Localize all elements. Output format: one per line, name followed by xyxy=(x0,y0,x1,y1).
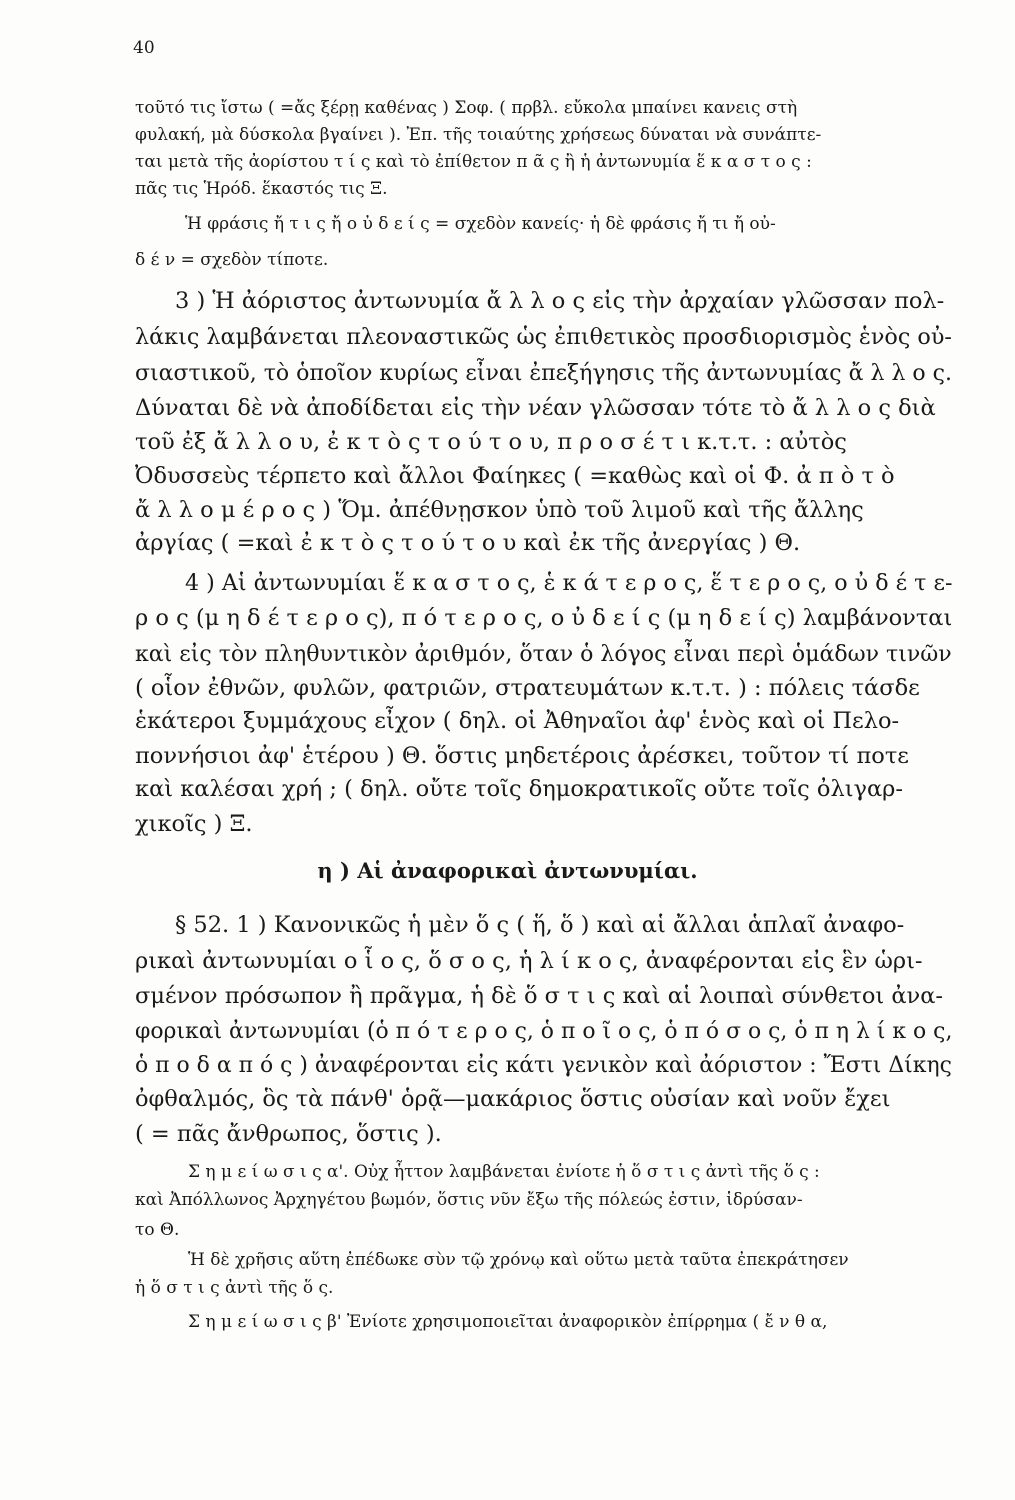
text-line: Ἡ δὲ χρῆσις αὕτη ἐπέδωκε σὺν τῷ χρόνῳ καὶ οὕτω μετὰ ταῦτα ἐπεκράτησεν xyxy=(188,1250,849,1270)
text-line: 3 ) Ἡ ἀόριστος ἀντωνυμία ἄ λ λ ο ς εἰς τὴν ἀρχαίαν γλῶσσαν πολ- xyxy=(175,288,945,314)
text-line: τοῦ ἐξ ἄ λ λ ο υ, ἐ κ τ ὸ ς τ ο ύ τ ο υ, π ρ ο σ έ τ ι κ.τ.τ. : αὐτὸς xyxy=(135,429,847,455)
text-line: § 52. 1 ) Κανονικῶς ἡ μὲν ὅ ς ( ἥ, ὅ ) καὶ αἱ ἄλλαι ἁπλαῖ ἀναφο- xyxy=(175,912,905,938)
text-line: τοῦτό τις ἴστω ( =ἄς ξέρῃ καθένας ) Σοφ. ( πρβλ. εὔκολα μπαίνει κανεις στὴ xyxy=(135,98,798,118)
text-line: ( οἷον ἐθνῶν, φυλῶν, φατριῶν, στρατευμάτων κ.τ.τ. ) : πόλεις τάσδε xyxy=(135,675,920,701)
text-line: Σ η μ ε ί ω σ ι ς β' Ἐνίοτε χρησιμοποιεῖται ἀναφορικὸν ἐπίρρημα ( ἔ ν θ α, xyxy=(188,1312,828,1332)
text-line: φορικαὶ ἀντωνυμίαι (ὁ π ό τ ε ρ ο ς, ὁ π ο ῖ ο ς, ὁ π ό σ ο ς, ὁ π η λ ί κ ο ς, xyxy=(135,1018,953,1044)
text-line: χικοῖς ) Ξ. xyxy=(135,811,253,837)
text-line: ἡ ὅ σ τ ι ς ἀντὶ τῆς ὅ ς. xyxy=(135,1278,334,1298)
text-line: Ἡ φράσις ἤ τ ι ς ἤ ο ὐ δ ε ί ς = σχεδὸν κανείς· ἡ δὲ φράσις ἤ τι ἤ οὐ- xyxy=(185,214,776,234)
text-line: ρικαὶ ἀντωνυμίαι ο ἷ ο ς, ὅ σ ο ς, ἡ λ ί κ ο ς, ἀναφέρονται εἰς ἓν ὡρι- xyxy=(135,948,923,974)
text-line: σιαστικοῦ, τὸ ὁποῖον κυρίως εἶναι ἐπεξήγησις τῆς ἀντωνυμίας ἄ λ λ ο ς. xyxy=(135,360,952,386)
text-line: Ὀδυσσεὺς τέρπετο καὶ ἄλλοι Φαίηκες ( =καθὼς καὶ οἱ Φ. ἀ π ὸ τ ὸ xyxy=(135,463,895,489)
text-line: σμένον πρόσωπον ἢ πρᾶγμα, ἡ δὲ ὅ σ τ ι ς καὶ αἱ λοιπαὶ σύνθετοι ἀνα- xyxy=(135,983,944,1009)
text-line: ποννήσιοι ἀφ' ἑτέρου ) Θ. ὅστις μηδετέροις ἀρέσκει, τοῦτον τί ποτε xyxy=(135,743,909,769)
text-line: καὶ Ἀπόλλωνος Ἀρχηγέτου βωμόν, ὅστις νῦν ἔξω τῆς πόλεώς ἐστιν, ἱδρύσαν- xyxy=(135,1190,803,1210)
text-line: Δύναται δὲ νὰ ἀποδίδεται εἰς τὴν νέαν γλῶσσαν τότε τὸ ἄ λ λ ο ς διὰ xyxy=(135,395,936,421)
text-line: ὁ π ο δ α π ό ς ) ἀναφέρονται εἰς κάτι γενικὸν καὶ ἀόριστον : Ἔστι Δίκης xyxy=(135,1052,952,1078)
section-heading: η ) Αἱ ἀναφορικαὶ ἀντωνυμίαι. xyxy=(317,858,698,883)
text-line: ἀργίας ( =καὶ ἐ κ τ ὸ ς τ ο ύ τ ο υ καὶ ἐκ τῆς ἀνεργίας ) Θ. xyxy=(135,530,801,556)
text-line: το Θ. xyxy=(135,1220,180,1240)
page-number: 40 xyxy=(133,38,155,58)
text-line: ( = πᾶς ἄνθρωπος, ὅστις ). xyxy=(135,1121,442,1147)
text-line: δ έ ν = σχεδὸν τίποτε. xyxy=(135,250,329,270)
text-line: ἄ λ λ ο μ έ ρ ο ς ) Ὅμ. ἀπέθνῃσκον ὑπὸ τοῦ λιμοῦ καὶ τῆς ἄλλης xyxy=(135,497,864,523)
text-line: ται μετὰ τῆς ἀορίστου τ ί ς καὶ τὸ ἐπίθετον π ᾶ ς ἢ ἡ ἀντωνυμία ἕ κ α σ τ ο ς : xyxy=(135,152,812,172)
text-line: 4 ) Αἱ ἀντωνυμίαι ἕ κ α σ τ ο ς, ἑ κ ά τ ε ρ ο ς, ἕ τ ε ρ ο ς, ο ὐ δ έ τ ε- xyxy=(185,570,953,596)
text-line: καὶ καλέσαι χρή ; ( δηλ. οὔτε τοῖς δημοκρατικοῖς οὔτε τοῖς ὀλιγαρ- xyxy=(135,776,904,802)
text-line: πᾶς τις Ἡρόδ. ἕκαστός τις Ξ. xyxy=(135,179,388,199)
text-line: ρ ο ς (μ η δ έ τ ε ρ ο ς), π ό τ ε ρ ο ς, ο ὐ δ ε ί ς (μ η δ ε ί ς) λαμβάνονται xyxy=(135,605,953,631)
text-line: ἑκάτεροι ξυμμάχους εἶχον ( δηλ. οἱ Ἀθηναῖοι ἀφ' ἑνὸς καὶ οἱ Πελο- xyxy=(135,708,900,734)
text-line: καὶ εἰς τὸν πληθυντικὸν ἀριθμόν, ὅταν ὁ λόγος εἶναι περὶ ὁμάδων τινῶν xyxy=(135,641,952,667)
text-line: λάκις λαμβάνεται πλεοναστικῶς ὡς ἐπιθετικὸς προσδιορισμὸς ἑνὸς οὐ- xyxy=(135,324,952,350)
text-line: φυλακή, μὰ δύσκολα βγαίνει ). Ἐπ. τῆς τοιαύτης χρήσεως δύναται νὰ συνάπτε- xyxy=(135,125,822,145)
text-line: ὀφθαλμός, ὃς τὰ πάνθ' ὁρᾷ—μακάριος ὅστις οὐσίαν καὶ νοῦν ἔχει xyxy=(135,1086,891,1112)
text-line: Σ η μ ε ί ω σ ι ς α'. Οὐχ ἧττον λαμβάνεται ἐνίοτε ἡ ὅ σ τ ι ς ἀντὶ τῆς ὅ ς : xyxy=(188,1162,820,1182)
